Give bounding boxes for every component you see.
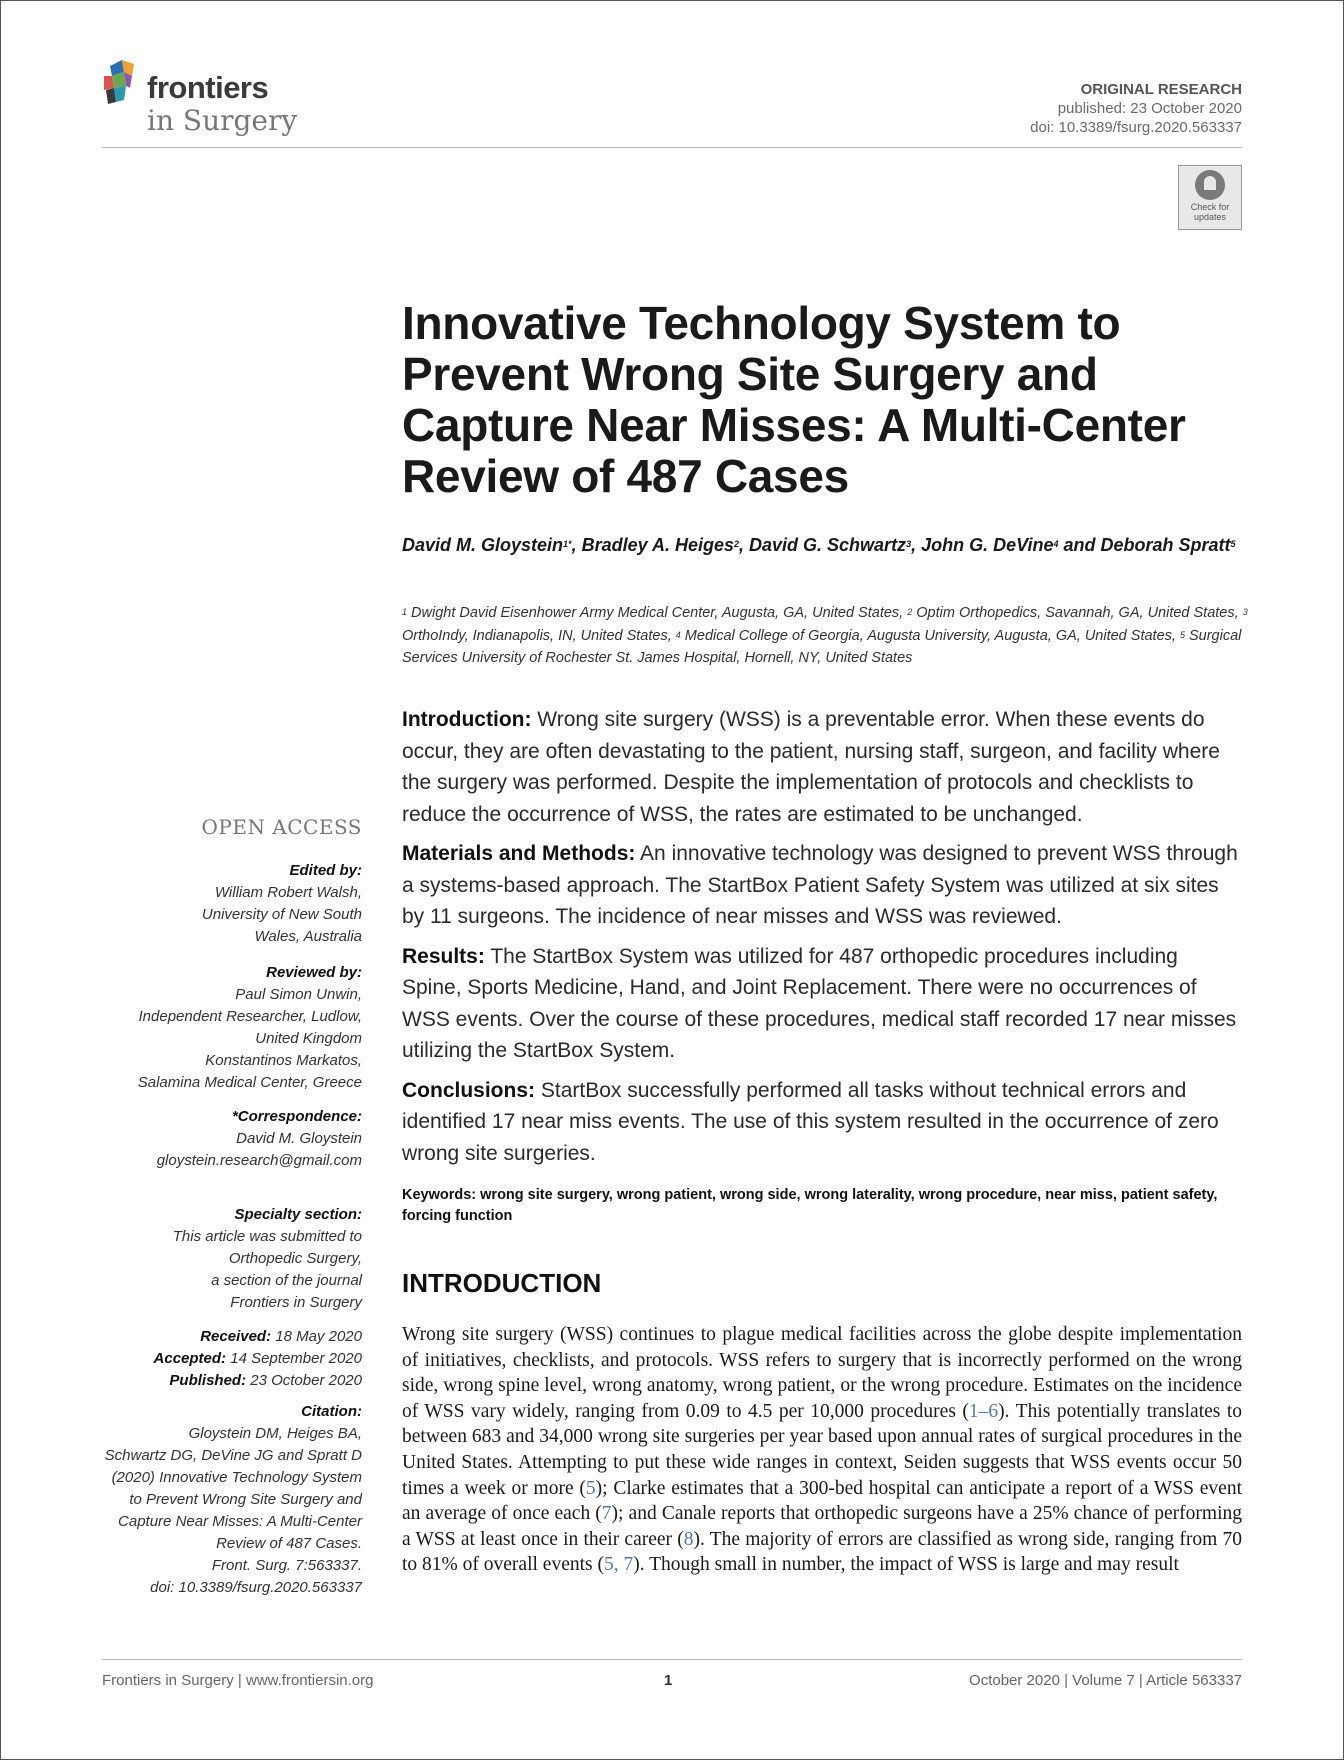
citation-link[interactable]: 8 (683, 1528, 694, 1550)
abstract (402, 704, 1242, 1177)
citation-link[interactable]: 5 (585, 1477, 596, 1499)
sidebar-line: William Robert Walsh, (214, 884, 362, 901)
sidebar-line: Frontiers in Surgery (230, 1294, 362, 1311)
author-name[interactable]: Deborah Spratt (1100, 535, 1231, 555)
affiliation-text: Dwight David Eisenhower Army Medical Center, Augusta, GA, United States, (407, 605, 908, 621)
abstract-label: Materials and Methods: (402, 842, 636, 865)
author-affiliation-mark: 3 (906, 539, 912, 549)
sidebar-line: Gloystein DM, Heiges BA, (188, 1425, 362, 1442)
affiliation-mark: 1 (402, 607, 408, 617)
sidebar-line: Paul Simon Unwin, (235, 986, 362, 1003)
check-for-updates-button[interactable] (1178, 165, 1242, 230)
sidebar-citation (90, 1401, 362, 1599)
citation-value (90, 1423, 362, 1599)
check-updates-label: Check for updates (1190, 202, 1230, 222)
abstract-text: Wrong site surgery (WSS) is a preventable error. When these events do occur, they are often devastating to the patient, nursing staff, surgeon, and facility where the surgery was performed. Despite the implementation of protocols and checklists to reduce the occurrence of WSS, the rates are estimated to be unchanged. (402, 708, 1220, 826)
abstract-label: Conclusions: (402, 1078, 536, 1102)
sidebar-line: Review of 487 Cases. (216, 1535, 362, 1552)
sidebar-line: Konstantinos Markatos, (205, 1052, 362, 1069)
affiliations (402, 602, 1262, 670)
abstract-section (402, 941, 1242, 1067)
sidebar-line: Schwartz DG, DeVine JG and Spratt D (104, 1447, 362, 1464)
sidebar-line: a section of the journal (211, 1272, 362, 1289)
abstract-text: The StartBox System was utilized for 487 orthopedic procedures including Spine, Sports Medicine, Hand, and Joint Replacement. There were no occurrences of WSS events. Over the course of these procedures, medical staff recorded 17 near misses utilizing the StartBox System. (402, 944, 1237, 1062)
citation-link[interactable]: 7 (601, 1503, 612, 1525)
correspondence-value[interactable] (90, 1128, 362, 1172)
sidebar-reviewed-by (90, 962, 362, 1094)
sidebar-line: gloystein.research@gmail.com (156, 1152, 362, 1169)
sidebar-line: This article was submitted to (172, 1228, 362, 1245)
article-title: Innovative Technology System to Prevent Wrong Site Surgery and Capture Near Misses: A Multi-Center Review of 487 Cases (402, 297, 1186, 502)
author-affiliation-mark: 1* (563, 539, 572, 549)
footer-issue: October 2020 | Volume 7 | Article 563337 (969, 1672, 1242, 1689)
author-name[interactable]: Bradley A. Heiges (581, 535, 734, 555)
accepted-line: Accepted: 14 September 2020 (153, 1350, 362, 1367)
citation-link[interactable]: 5, 7 (603, 1554, 634, 1576)
affiliation-mark: 2 (907, 607, 913, 617)
affiliation-mark: 3 (1242, 607, 1248, 617)
abstract-section (402, 1075, 1242, 1170)
page-number: 1 (664, 1672, 673, 1689)
article-doi[interactable]: doi: 10.3389/fsurg.2020.563337 (1030, 119, 1242, 136)
edited-by-value (90, 882, 362, 948)
sidebar-line: United Kingdom (255, 1030, 362, 1047)
citation-label: Citation: (301, 1403, 362, 1420)
abstract-label: Results: (402, 944, 485, 968)
sidebar-line: University of New South (201, 906, 362, 923)
body-paragraph: Wrong site surgery (WSS) continues to plague medical facilities across the globe despite implementation of initiatives, checklists, and protocols. WSS refers to surgery that is incorrectly performed on the wrong side, wrong spine level, wrong anatomy, wrong patient, or the wrong procedure. Estimates on the incidence of WSS vary widely, ranging from 0.09 to 4.5 per 10,000 procedures (1–6). This potentially translates to between 683 and 34,000 wrong site surgeries per year based upon annual rates of surgical procedures in the United States. Attempting to put these wide ranges in context, Seiden suggests that WSS events occur 50 times a week or more (5); Clarke estimates that a 300-bed hospital can anticipate a report of a WSS event an average of once each (7); and Canale reports that orthopedic surgeons have a 25% chance of performing a WSS at least once in their career (8). The majority of errors are classified as wrong side, ranging from 70 to 81% of overall events (5, 7). Though small in number, the impact of WSS is large and may result (402, 1324, 1243, 1576)
abstract-text: StartBox successfully performed all tasks without technical errors and identified 17 near miss events. The use of this system resulted in the occurrence of zero wrong site surgeries. (402, 1078, 1219, 1165)
abstract-section (402, 704, 1242, 830)
author-affiliation-mark: 4 (1053, 539, 1059, 549)
specialty-label: Specialty section: (234, 1206, 362, 1223)
sidebar-line: Salamina Medical Center, Greece (137, 1074, 362, 1091)
open-access-label: OPEN ACCESS (201, 815, 362, 839)
abstract-label: Introduction: (402, 708, 532, 731)
sidebar-line: Orthopedic Surgery, (228, 1250, 362, 1267)
header-divider (102, 147, 1242, 148)
section-heading: INTRODUCTION (402, 1268, 602, 1298)
sidebar-line: Capture Near Misses: A Multi-Center (118, 1513, 362, 1530)
affiliation-mark: 5 (1179, 629, 1185, 640)
keywords: Keywords: wrong site surgery, wrong patient, wrong side, wrong laterality, wrong procedure, near miss, patient safety, forcing function (402, 1187, 1218, 1224)
sidebar-line: Front. Surg. 7:563337. (211, 1557, 362, 1574)
author-list: David M. Gloystein$^{1*}$, Bradley A. Heiges$^2$, David G. Schwartz$^3$, John G. DeVine$^4$ and Deborah Spratt$^5$ (402, 535, 1236, 555)
journal-name-line2: in Surgery (147, 104, 298, 137)
specialty-value (90, 1226, 362, 1314)
journal-logo[interactable] (102, 58, 302, 138)
sidebar-dates (90, 1326, 362, 1392)
reviewed-by-value (90, 984, 362, 1094)
sidebar-correspondence (90, 1106, 362, 1172)
footer-journal[interactable]: Frontiers in Surgery | www.frontiersin.org (102, 1672, 374, 1689)
affiliation-text: Medical College of Georgia, Augusta University, Augusta, GA, United States, (680, 627, 1180, 644)
article-meta (1030, 80, 1242, 137)
journal-name-line1: frontiers (147, 70, 269, 105)
affiliation-text: OrthoIndy, Indianapolis, IN, United States, (402, 627, 676, 644)
bookmark-circle-icon (1195, 170, 1225, 200)
sidebar-line: David M. Gloystein (236, 1130, 362, 1147)
author-affiliation-mark: 5 (1230, 539, 1236, 549)
edited-by-label: Edited by: (289, 862, 362, 879)
published-line: Published: 23 October 2020 (169, 1372, 362, 1389)
abstract-section (402, 838, 1242, 933)
affiliation-mark: 4 (675, 629, 681, 640)
article-type: ORIGINAL RESEARCH (1080, 81, 1242, 98)
sidebar-line: Independent Researcher, Ludlow, (138, 1008, 362, 1025)
author-name[interactable]: David M. Gloystein (402, 535, 564, 555)
correspondence-label: *Correspondence: (231, 1108, 362, 1125)
affiliation-text: Surgical Services University of Rochester St. James Hospital, Hornell, NY, United States (402, 627, 1242, 666)
sidebar-line: Wales, Australia (254, 928, 362, 945)
sidebar-specialty (90, 1204, 362, 1314)
sidebar-line: to Prevent Wrong Site Surgery and (129, 1491, 362, 1508)
author-name[interactable]: David G. Schwartz (749, 535, 907, 555)
sidebar-line: (2020) Innovative Technology System (111, 1469, 362, 1486)
sidebar-line: doi: 10.3389/fsurg.2020.563337 (150, 1579, 362, 1596)
author-affiliation-mark: 2 (733, 539, 739, 549)
published-date: published: 23 October 2020 (1057, 100, 1242, 117)
footer-divider (102, 1659, 1242, 1660)
received-line: Received: 18 May 2020 (200, 1328, 362, 1345)
citation-link[interactable]: 1–6 (968, 1400, 999, 1422)
author-name[interactable]: John G. DeVine (921, 535, 1054, 555)
frontiers-logo-icon (102, 60, 142, 106)
affiliation-text: Optim Orthopedics, Savannah, GA, United States, (912, 605, 1243, 621)
abstract-text: An innovative technology was designed to prevent WSS through a systems-based approach. The StartBox Patient Safety System was utilized at six sites by 11 surgeons. The incidence of near misses and WSS was reviewed. (402, 842, 1238, 928)
reviewed-by-label: Reviewed by: (266, 964, 362, 981)
sidebar-edited-by (90, 860, 362, 948)
